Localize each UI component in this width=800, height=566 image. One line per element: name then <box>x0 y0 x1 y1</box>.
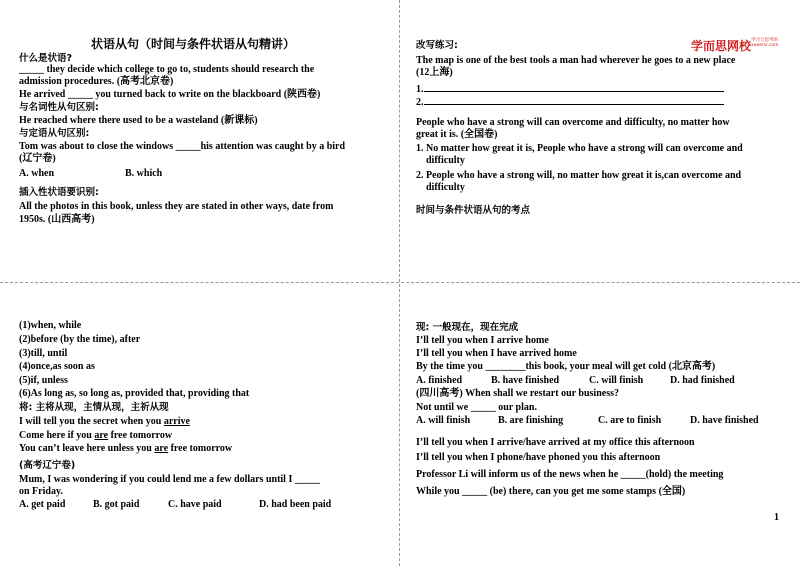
blank: _____ <box>462 486 488 497</box>
sentence-2-line-2: great it is. (全国卷) <box>416 129 498 140</box>
option-b: B. which <box>125 168 163 179</box>
q2-option-d: D. have finished <box>690 415 759 426</box>
example-unless: You can’t leave here unless you are free tomorrow <box>19 443 233 454</box>
example-1-line-1: _____ they decide which college to go to, students should research the <box>19 64 315 75</box>
conjunction-list-6: (6)As long as, so long as, provided that, providing that <box>19 388 250 399</box>
example-2: He arrived _____ you turned back to write on the blackboard (陕西卷) <box>19 89 321 100</box>
rewrite-line-1: 1. <box>416 82 724 96</box>
blank: ________ <box>485 361 526 372</box>
question-1: By the time you ________this book, your meal will get cold (北京高考) <box>416 361 716 372</box>
test-points-heading: 时间与条件状语从句的考点 <box>416 205 531 216</box>
rewrite-heading: 改写练习: <box>416 40 458 51</box>
blank: _____ <box>175 141 201 152</box>
question-line-1: Mum, I was wondering if you could lend me a few dollars until I _____ <box>19 474 320 485</box>
xueersi-logo: 学而思网校 <box>691 39 752 53</box>
example-arrive: I’ll tell you when I arrive home <box>416 335 549 346</box>
tense-rule: 将: 主将从现，主情从现，主祈从现 <box>19 402 169 413</box>
q2-option-c: C. are to finish <box>598 415 662 426</box>
example-1-line-2: admission procedures. (高考北京卷) <box>19 76 174 87</box>
page-number: 1 <box>774 512 779 523</box>
answer-1-line-1: 1. No matter how great it is, People who have a strong will can overcome and <box>416 143 743 154</box>
question-2-line-2: Not until we _____ our plan. <box>416 402 537 413</box>
example-phone: I’ll tell you when I phone/have phoned you this afternoon <box>416 452 661 463</box>
heading-attributive-clause-difference: 与定语从句区别: <box>19 128 90 139</box>
answer-line <box>424 82 724 92</box>
xueersi-logo-tagline: 学习与思考的 xueersi.com <box>751 38 779 48</box>
example-have-arrived: I’ll tell you when I have arrived home <box>416 348 577 359</box>
conjunction-list-2: (2)before (by the time), after <box>19 334 141 345</box>
question-what-is-adverbial: 什么是状语? <box>19 53 73 64</box>
slide-panel-bottom-right <box>400 283 800 566</box>
page-title: 状语从句（时间与条件状语从句精讲） <box>91 37 296 51</box>
option-b: B. got paid <box>93 499 140 510</box>
rewrite-line-2: 2. <box>416 95 724 109</box>
q1-option-a: A. finished <box>416 375 463 386</box>
q2-option-a: A. will finish <box>416 415 471 426</box>
option-d: D. had been paid <box>259 499 332 510</box>
answer-1-line-2: difficulty <box>426 155 465 166</box>
blank: _____ <box>470 402 496 413</box>
question-source: (高考辽宁卷) <box>19 460 76 471</box>
example-professor-li: Professor Li will inform us of the news when he _____(hold) the meeting <box>416 469 724 480</box>
tense-heading: 现: 一般现在，现在完成 <box>416 322 519 333</box>
answer-2-line-2: difficulty <box>426 182 465 193</box>
blank: _____ <box>67 89 93 100</box>
example-4-line-1: Tom was about to close the windows _____his attention was caught by a bird <box>19 141 346 152</box>
conjunction-list-3: (3)till, until <box>19 348 68 359</box>
q1-option-b: B. have finished <box>491 375 560 386</box>
sentence-1-line-1: The map is one of the best tools a man had wherever he goes to a new place <box>416 55 736 66</box>
conjunction-list-5: (5)if, unless <box>19 375 68 386</box>
q1-option-c: C. will finish <box>589 375 644 386</box>
example-if: Come here if you are free tomorrow <box>19 430 173 441</box>
heading-parenthetical-adverbial: 插入性状语要识别: <box>19 187 99 198</box>
example-while: While you _____ (be) there, can you get me some stamps (全国) <box>416 486 686 497</box>
option-a: A. get paid <box>19 499 66 510</box>
slide-panel-top-right <box>400 0 800 283</box>
question-2-line-1: (四川高考) When shall we restart our business? <box>416 388 619 399</box>
blank: _____ <box>620 469 646 480</box>
conjunction-list-4: (4)once,as soon as <box>19 361 95 372</box>
sentence-2-line-1: People who have a strong will can overcome and difficulty, no matter how <box>416 117 730 128</box>
q2-option-b: B. are finishing <box>498 415 564 426</box>
answer-line <box>424 95 724 105</box>
blank: _____ <box>19 64 44 75</box>
blank: _____ <box>294 474 320 485</box>
heading-noun-clause-difference: 与名词性从句区别: <box>19 102 99 113</box>
slide-panel-bottom-left <box>0 283 400 566</box>
option-c: C. have paid <box>168 499 222 510</box>
example-3: He reached where there used to be a wasteland (新课标) <box>19 115 258 126</box>
question-line-2: on Friday. <box>19 486 63 497</box>
q1-option-d: D. had finished <box>670 375 735 386</box>
example-5-line-2: 1950s. (山西高考) <box>19 214 95 225</box>
answer-2-line-1: 2. People who have a strong will, no matter how great it is,can overcome and <box>416 170 742 181</box>
conjunction-list-1: (1)when, while <box>19 320 82 331</box>
example-office: I’ll tell you when I arrive/have arrived at my office this afternoon <box>416 437 695 448</box>
example-4-line-2: (辽宁卷) <box>19 153 56 164</box>
example-when: I will tell you the secret when you arrive <box>19 416 190 427</box>
example-5-line-1: All the photos in this book, unless they are stated in other ways, date from <box>19 201 334 212</box>
slide-panel-top-left <box>0 0 400 283</box>
sentence-1-line-2: (12上海) <box>416 67 453 78</box>
option-a: A. when <box>19 168 55 179</box>
